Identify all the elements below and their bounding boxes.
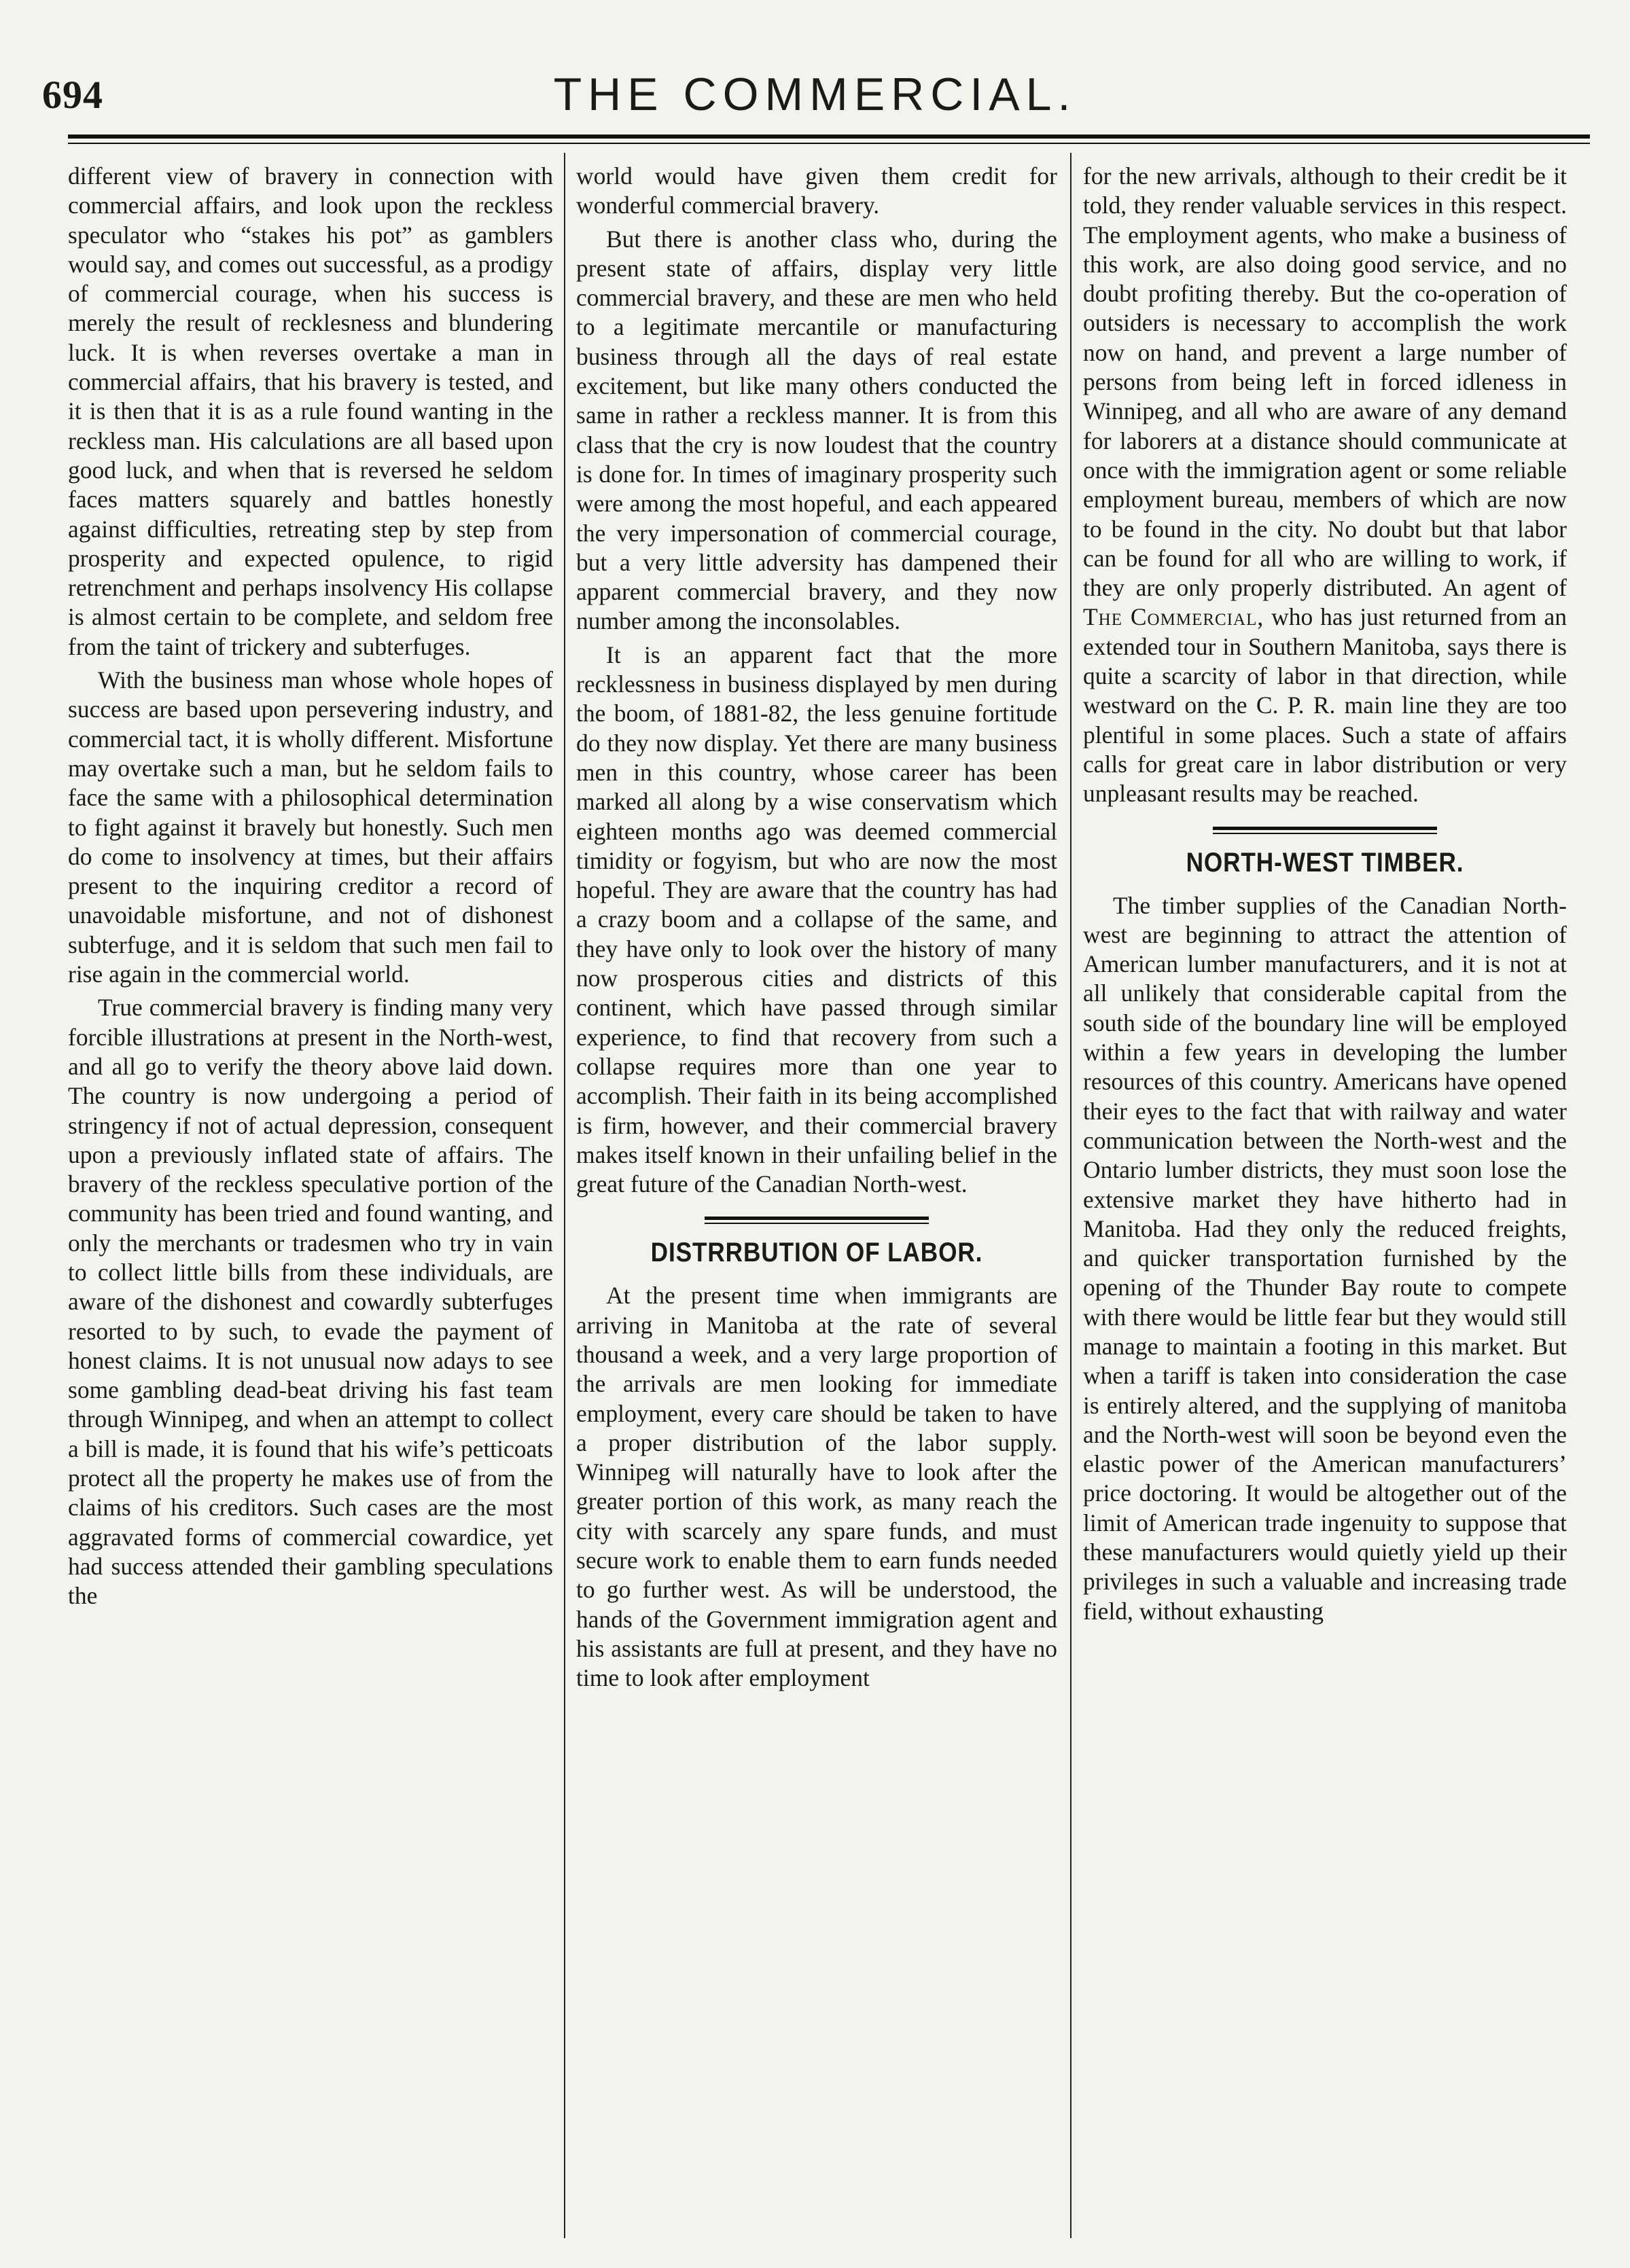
column-1 <box>68 162 553 2233</box>
header-rule <box>68 134 1590 139</box>
paragraph: world would have given them credit for wonderful commercial bravery. <box>576 162 1057 219</box>
publication-name: The Commercial, <box>1083 603 1264 631</box>
header-rule-thin <box>68 143 1590 144</box>
column-divider-2 <box>1070 153 1071 2238</box>
section-rule-thin <box>705 1223 929 1224</box>
text-run: who has just returned from an extended tour in Southern Manitoba, says there is quite a scarcity of labor in that direction, while westward on the C. P. R. main line they are too plentiful in some places. Such a state of affairs calls for great care in labor distribution or very unpleasant results may be reached. <box>1083 603 1567 808</box>
paragraph: True commercial bravery is finding many very forcible illustrations at present in the North-west, and all go to verify the theory above laid down. The country is now undergoing a period of stringency if not of actual depression, consequent upon a previously inflated state of affairs. The bravery of the reckless speculative portion of the community has been tried and found wanting, and only the merchants or tradesmen who try in vain to collect little bills from these individuals, are aware of the dishonest and cowardly subterfuges resorted to by such, to evade the payment of honest claims. It is not unusual now adays to see some gambling dead-beat driving his fast team through Winnipeg, and when an attempt to collect a bill is made, it is found that his wife’s petticoats protect all the property he makes use of from the claims of his creditors. Such cases are the most aggravated forms of commercial cowardice, yet had success attended their gambling speculations the <box>68 994 553 1610</box>
masthead-title: THE COMMERCIAL. <box>553 69 1077 120</box>
paragraph: different view of bravery in connection with commercial affairs, and look upon the reckless speculator who “stakes his pot” as gamblers would say, and comes out successful, as a prodigy of commercial courage, when his success is merely the result of recklesness and blundering luck. It is when reverses overtake a man in commercial affairs, that his bravery is tested, and it is then that it is as a rule found wanting in the reckless man. His calculations are all based upon good luck, and when that is reversed he seldom faces matters squarely and battles honestly against difficulties, retreating step by step from prosperity and expected opulence, to rigid retrenchment and perhaps insolvency His collapse is almost certain to be complete, and seldom free from the taint of trickery and subterfuges. <box>68 162 553 660</box>
paragraph <box>1083 162 1567 809</box>
paragraph: With the business man whose whole hopes of success are based upon persevering industry, and commercial tact, it is wholly different. Misfortune may overtake such a man, but he seldom fails to face the same with a philosophical determination to fight against it bravely but honestly. Such men do come to insolvency at times, but their affairs present to the inquiring creditor a record of unavoidable misfortune, and not of dishonest subterfuge, and it is seldom that such men fail to rise again in the commercial world. <box>68 666 553 988</box>
section-heading: NORTH-WEST TIMBER. <box>1186 847 1464 878</box>
section-rule <box>1213 827 1437 830</box>
paragraph: But there is another class who, during the present state of affairs, display very little commercial bravery, and these are men who held to a legitimate mercantile or manufacturing business through all the days of real estate excitement, but like many others conducted the same in rather a reckless manner. It is from this class that the cry is now loudest that the country is done for. In times of imaginary prosperity such were among the most hopeful, and each appeared the very impersonation of commercial courage, but a very little adversity has dampened their apparent commercial bravery, and they now number among the inconsolables. <box>576 225 1057 635</box>
page-number: 694 <box>42 73 103 117</box>
paragraph: At the present time when immigrants are arriving in Manitoba at the rate of several thousand a week, and a very large proportion of the arrivals are men looking for immediate employment, every care should be taken to have a proper distribution of the labor supply. Winnipeg will naturally have to look after the greater portion of this work, as many reach the city with scarcely any spare funds, and must secure work to enable them to earn funds needed to go further west. As will be understood, the hands of the Government immigration agent and his assistants are full at present, and they have no time to look after employment <box>576 1282 1057 1692</box>
column-divider-1 <box>564 153 565 2238</box>
text-run: for the new arrivals, although to their credit be it told, they render valuable services in this respect. The employment agents, who make a business of this work, are also doing good service, and no doubt profiting thereby. But the co-operation of outsiders is necessary to accomplish the work now on hand, and prevent a large number of persons from being left in forced idleness in Winnipeg, and all who are aware of any demand for laborers at a distance should communicate at once with the immigration agent or some reliable employment bureau, members of which are now to be found in the city. No doubt but that labor can be found for all who are willing to work, if they are only properly distributed. An agent of <box>1083 162 1567 602</box>
section-heading: DISTRRBUTION OF LABOR. <box>650 1238 983 1268</box>
column-2 <box>576 162 1057 2233</box>
paragraph: It is an apparent fact that the more recklessness in business displayed by men during the boom, of 1881-82, the less genuine fortitude do they now display. Yet there are many business men in this country, whose career has been marked all along by a wise conservatism which eighteen months ago was deemed commercial timidity or fogyism, but who are now the most hopeful. They are aware that the country has had a crazy boom and a collapse of the same, and they have only to look over the history of many now prosperous cities and districts of this continent, which have passed through similar experience, to find that recovery from such a collapse requires more than one year to accomplish. Their faith in its being accomplished is firm, however, and their commercial bravery makes itself known in their unfailing belief in the great future of the Canadian North-west. <box>576 641 1057 1198</box>
paragraph: The timber supplies of the Canadian North-west are beginning to attract the attention of American lumber manufacturers, and it is not at all unlikely that considerable capital from the south side of the boundary line will be employed within a few years in developing the lumber resources of this country. Americans have opened their eyes to the fact that with railway and water communication between the North-west and the Ontario lumber districts, they must soon lose the extensive market they have hitherto had in Manitoba. Had they only the reduced freights, and quicker transportation furnished by the opening of the Thunder Bay route to compete with there would be little fear but they would still manage to maintain a footing in this market. But when a tariff is taken into consideration the case is entirely altered, and the supplying of manitoba and the North-west will soon be beyond even the elastic power of the American manufacturers’ price doctoring. It would be altogether out of the limit of American trade ingenuity to suppose that these manufacturers would quietly yield up their privileges in such a valuable and increasing trade field, without exhausting <box>1083 891 1567 1625</box>
section-rule-thin <box>1213 833 1437 834</box>
section-rule <box>705 1217 929 1220</box>
column-3 <box>1083 162 1567 2233</box>
